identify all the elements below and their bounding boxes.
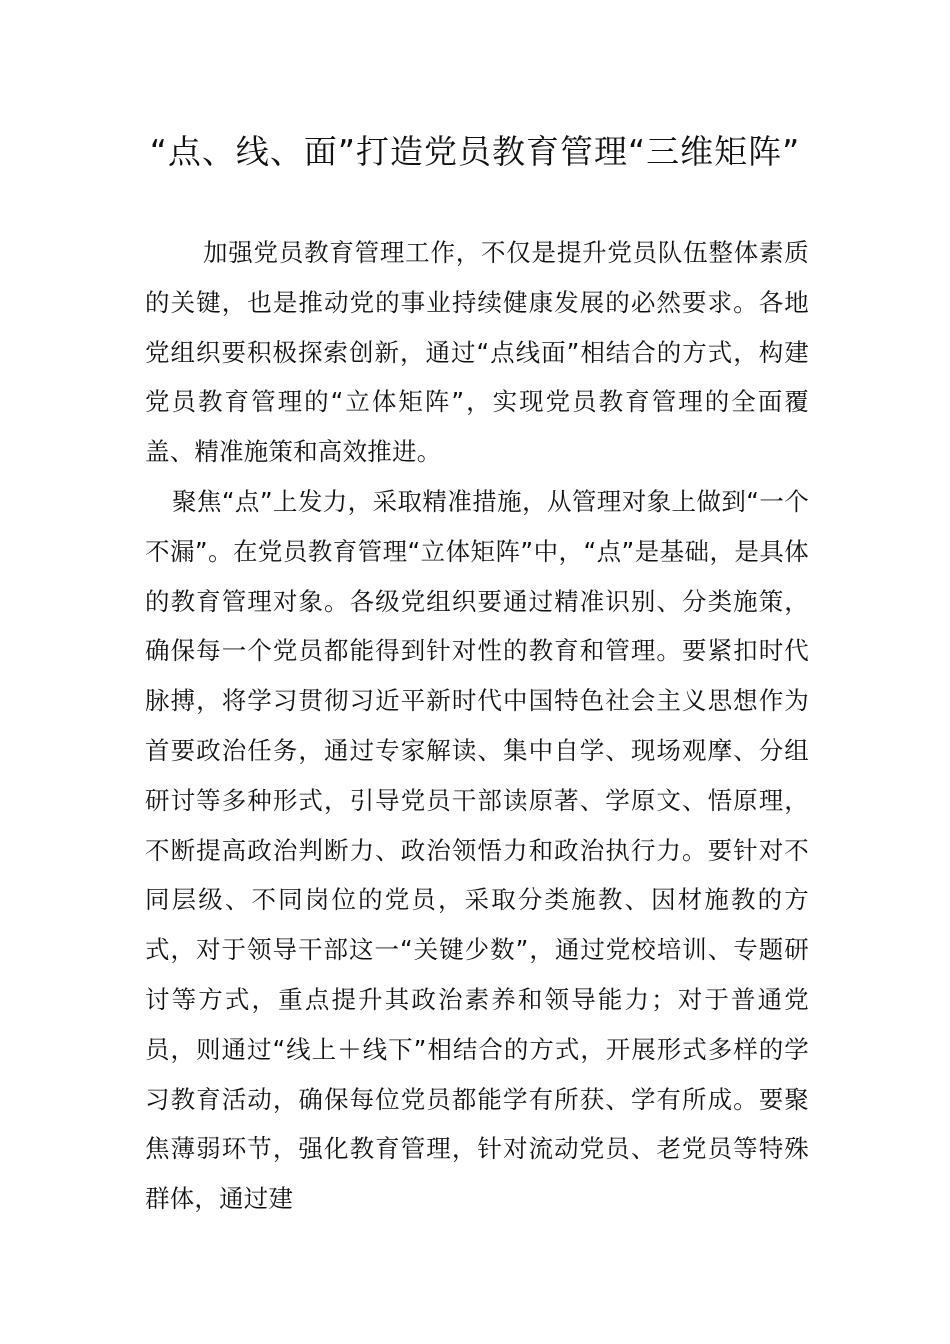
- paragraph-intro: 加强党员教育管理工作，不仅是提升党员队伍整体素质的关键，也是推动党的事业持续健康发展的必然要求。各地党组织要积极探索创新，通过“点线面”相结合的方式，构建党员教育管理的“立体矩阵”，实现党员教育管理的全面覆盖、精准施策和高效推进。: [145, 238, 809, 467]
- document-title: “点、线、面”打造党员教育管理“三维矩阵”: [149, 132, 801, 171]
- document-body: [145, 228, 809, 1224]
- paragraph-point-focus: 聚焦“点”上发力，采取精准措施，从管理对象上做到“一个不漏”。在党员教育管理“立体矩阵”中，“点”是基础，是具体的教育管理对象。各级党组织要通过精准识别、分类施策，确保每一个党员都能得到针对性的教育和管理。要紧扣时代脉搏，将学习贯彻习近平新时代中国特色社会主义思想作为首要政治任务，通过专家解读、集中自学、现场观摩、分组研讨等多种形式，引导党员干部读原著、学原文、悟原理，不断提高政治判断力、政治领悟力和政治执行力。要针对不同层级、不同岗位的党员，采取分类施教、因材施教的方式，对于领导干部这一“关键少数”，通过党校培训、专题研讨等方式，重点提升其政治素养和领导能力；对于普通党员，则通过“线上＋线下”相结合的方式，开展形式多样的学习教育活动，确保每位党员都能学有所获、学有所成。要聚焦薄弱环节，强化教育管理，针对流动党员、老党员等特殊群体，通过建: [145, 486, 809, 1214]
